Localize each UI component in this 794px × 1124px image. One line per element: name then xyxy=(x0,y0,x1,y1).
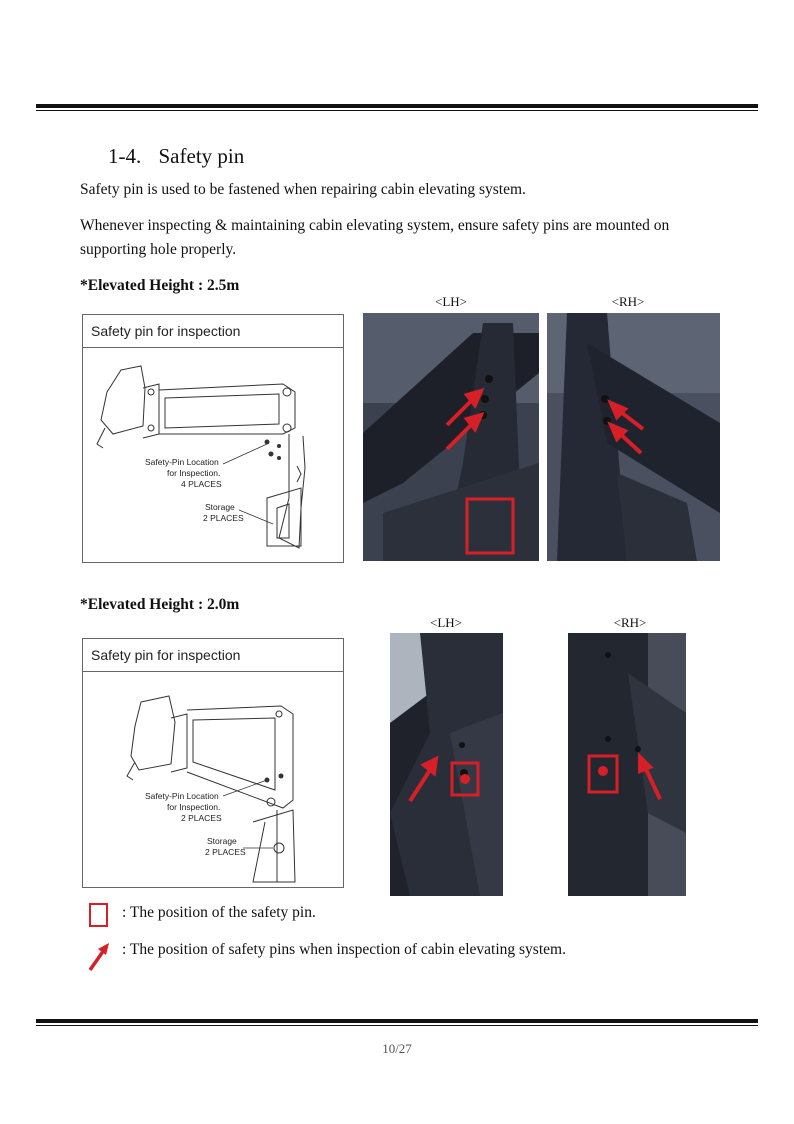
photo-lh-2-5m xyxy=(363,313,539,561)
photo-caption-lh: <LH> xyxy=(430,615,462,630)
height-heading-2-0m: *Elevated Height : 2.0m xyxy=(80,596,240,613)
photo-caption-rh: <RH> xyxy=(611,294,645,309)
legend-red-box-icon xyxy=(89,903,108,927)
location-label-line2: for Inspection. xyxy=(167,802,221,812)
bottom-rule-thin xyxy=(36,1025,758,1026)
intro-paragraph: Safety pin is used to be fastened when repairing cabin elevating system. xyxy=(80,181,526,198)
photo-caption-lh: <LH> xyxy=(435,294,467,309)
photo-caption-rh: <RH> xyxy=(613,615,647,630)
instruction-line-1: Whenever inspecting & maintaining cabin elevating system, ensure safety pins are mounted on xyxy=(80,217,670,234)
legend-box-text: : The position of the safety pin. xyxy=(122,904,316,921)
section-title: Safety pin xyxy=(158,144,245,168)
storage-label-line1: Storage xyxy=(205,502,235,512)
top-rule-thin xyxy=(36,110,758,111)
storage-label-line2: 2 PLACES xyxy=(205,847,246,857)
instruction-paragraph xyxy=(80,214,720,262)
location-label-line3: 2 PLACES xyxy=(181,813,222,823)
diagram-2-5m xyxy=(82,314,344,563)
location-label-line1: Safety-Pin Location xyxy=(145,791,219,801)
boom-line-drawing xyxy=(83,672,343,887)
photo-lh-2-0m xyxy=(390,633,503,896)
photo-rh-2-5m xyxy=(547,313,720,561)
diagram-title: Safety pin for inspection xyxy=(83,315,343,348)
location-label-line2: for Inspection. xyxy=(167,468,221,478)
instruction-line-2: supporting hole properly. xyxy=(80,241,237,258)
location-label-line3: 4 PLACES xyxy=(181,479,222,489)
top-rule xyxy=(36,104,758,108)
photo-rh-2-0m xyxy=(568,633,686,896)
section-heading xyxy=(108,144,244,169)
legend-arrow-text: : The position of safety pins when inspection of cabin elevating system. xyxy=(122,941,566,958)
height-heading-2-5m: *Elevated Height : 2.5m xyxy=(80,277,240,294)
diagram-2-0m xyxy=(82,638,344,888)
section-number: 1-4. xyxy=(108,144,142,168)
diagram-title: Safety pin for inspection xyxy=(83,639,343,672)
boom-line-drawing xyxy=(83,348,343,562)
page-number: 10/27 xyxy=(382,1041,412,1056)
bottom-rule xyxy=(36,1019,758,1023)
storage-label-line2: 2 PLACES xyxy=(203,513,244,523)
storage-label-line1: Storage xyxy=(207,836,237,846)
location-label-line1: Safety-Pin Location xyxy=(145,457,219,467)
legend-red-arrow-icon xyxy=(86,940,112,974)
